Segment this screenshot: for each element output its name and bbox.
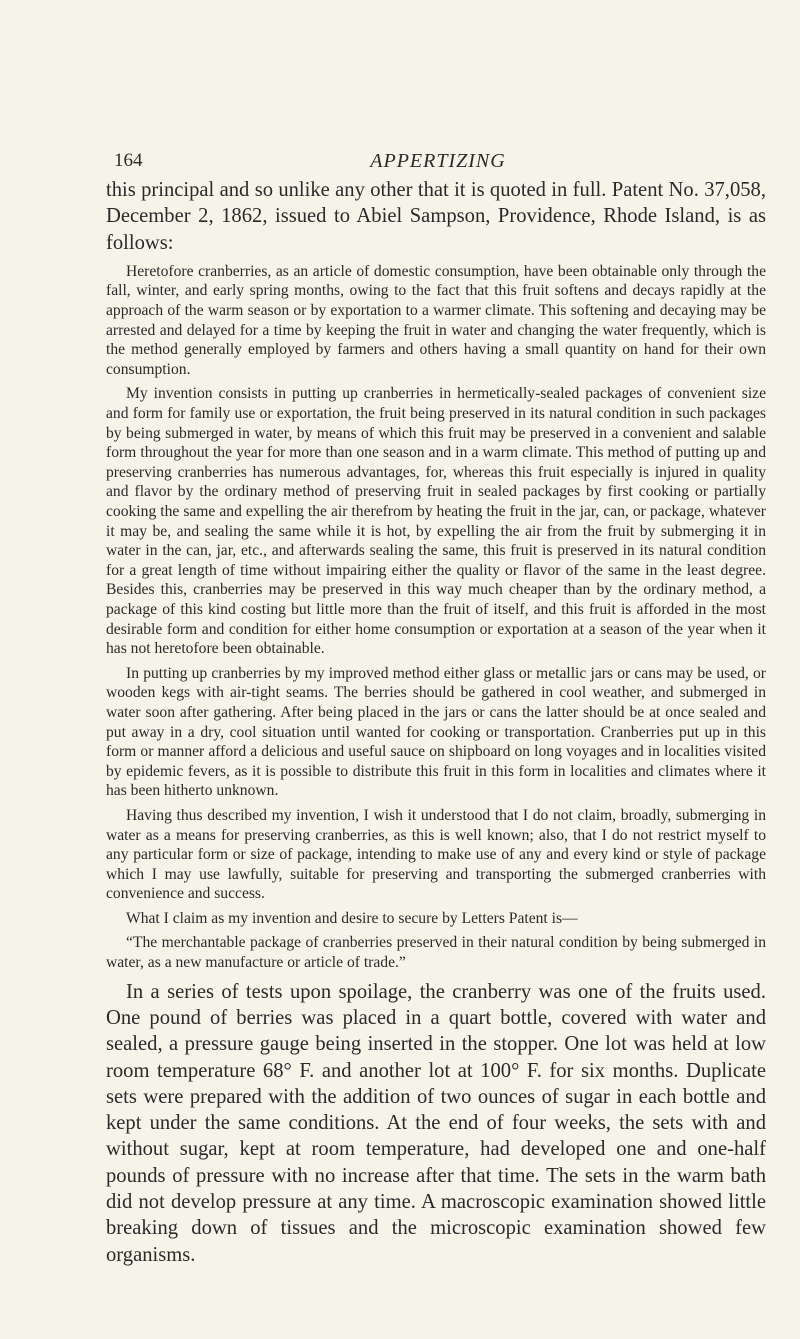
quote-paragraph: What I claim as my invention and desire to secure by Letters Patent is— [126,909,578,927]
page-body [106,177,766,1268]
running-title: APPERTIZING [370,150,506,172]
patent-quote [106,262,766,973]
page-header [108,150,768,176]
page-number: 164 [114,150,143,171]
quote-paragraph: Heretofore cranberries, as an article of domestic consumption, have been obtainable only through the fall, winter, and early spring months, owing to the fact that this fruit softens and decays rapidly at the approach of the warm season or by exportation to a warmer climate. This softening and decaying may be arrested and delayed for a time by keeping the fruit in water and changing the water frequently, which is the method generally employed by farmers and others having a small quantity on hand for their own consumption. [106,262,766,378]
quote-paragraph: In putting up cranberries by my improved method either glass or metallic jars or cans may be used, or wooden kegs with air-tight seams. The berries should be gathered in cool weather, and submerged in water soon after gathering. After being placed in the jars or cans the latter should be at once sealed and put away in a dry, cool situation until wanted for cooking or transportation. Cranberries put up in this form or manner afford a delicious and useful sauce on shipboard on long voyages and in localities visited by epidemic fevers, as it is possible to distribute this fruit in this form in localities and climates where it has been hitherto unknown. [106,664,766,800]
intro-paragraph: this principal and so unlike any other that it is quoted in full. Patent No. 37,058, December 2, 1862, issued to Abiel Sampson, Providence, Rhode Island, is as follows: [106,179,766,254]
conclusion-paragraph: In a series of tests upon spoilage, the cranberry was one of the fruits used. One pound of berries was placed in a quart bottle, covered with water and sealed, a pressure gauge being inserted in the stopper. One lot was held at low room temperature 68° F. and another lot at 100° F. for six months. Duplicate sets were prepared with the addition of two ounces of sugar in each bottle and kept under the same conditions. At the end of four weeks, the sets with and without sugar, kept at room temperature, had developed one and one-half pounds of pressure with no increase after that time. The sets in the warm bath did not develop pressure at any time. A macroscopic examination showed little breaking down of tissues and the microscopic examination showed few organisms. [106,980,766,1266]
quote-paragraph: My invention consists in putting up cranberries in hermetically-sealed packages of convenient size and form for family use or exportation, the fruit being preserved in its natural condition in such packages by being submerged in water, by means of which this fruit may be preserved in a convenient and salable form throughout the year for more than one season and in a warm climate. This method of putting up and preserving cranberries has numerous advantages, for, whereas this fruit especially is injured in quality and flavor by the ordinary method of preserving fruit in sealed packages by first cooking or partially cooking the same and expelling the air therefrom by heating the fruit in the jar, can, or package, whatever it may be, and sealing the same while it is hot, by expelling the air from the fruit by submerging it in water in the can, jar, etc., and afterwards sealing the same, this fruit is preserved in its natural condition for a great length of time without impairing either the quality or flavor of the same in the least degree. Besides this, cranberries may be preserved in this way much cheaper than by the ordinary method, a package of this kind costing but little more than the fruit of itself, and this fruit is afforded in the most desirable form and condition for either home consumption or exportation at a season of the year when it has not heretofore been obtainable. [106,385,766,658]
quote-paragraph: Having thus described my invention, I wish it understood that I do not claim, broadly, submerging in water as a means for preserving cranberries, as this is well known; also, that I do not restrict myself to any particular form or size of package, intending to make use of any and every kind or style of package which I may use lawfully, suitable for preserving and transporting the submerged cranberries with convenience and success. [106,806,766,903]
quote-paragraph: “The merchantable package of cranberries preserved in their natural condition by being submerged in water, as a new manufacture or article of trade.” [106,934,766,972]
